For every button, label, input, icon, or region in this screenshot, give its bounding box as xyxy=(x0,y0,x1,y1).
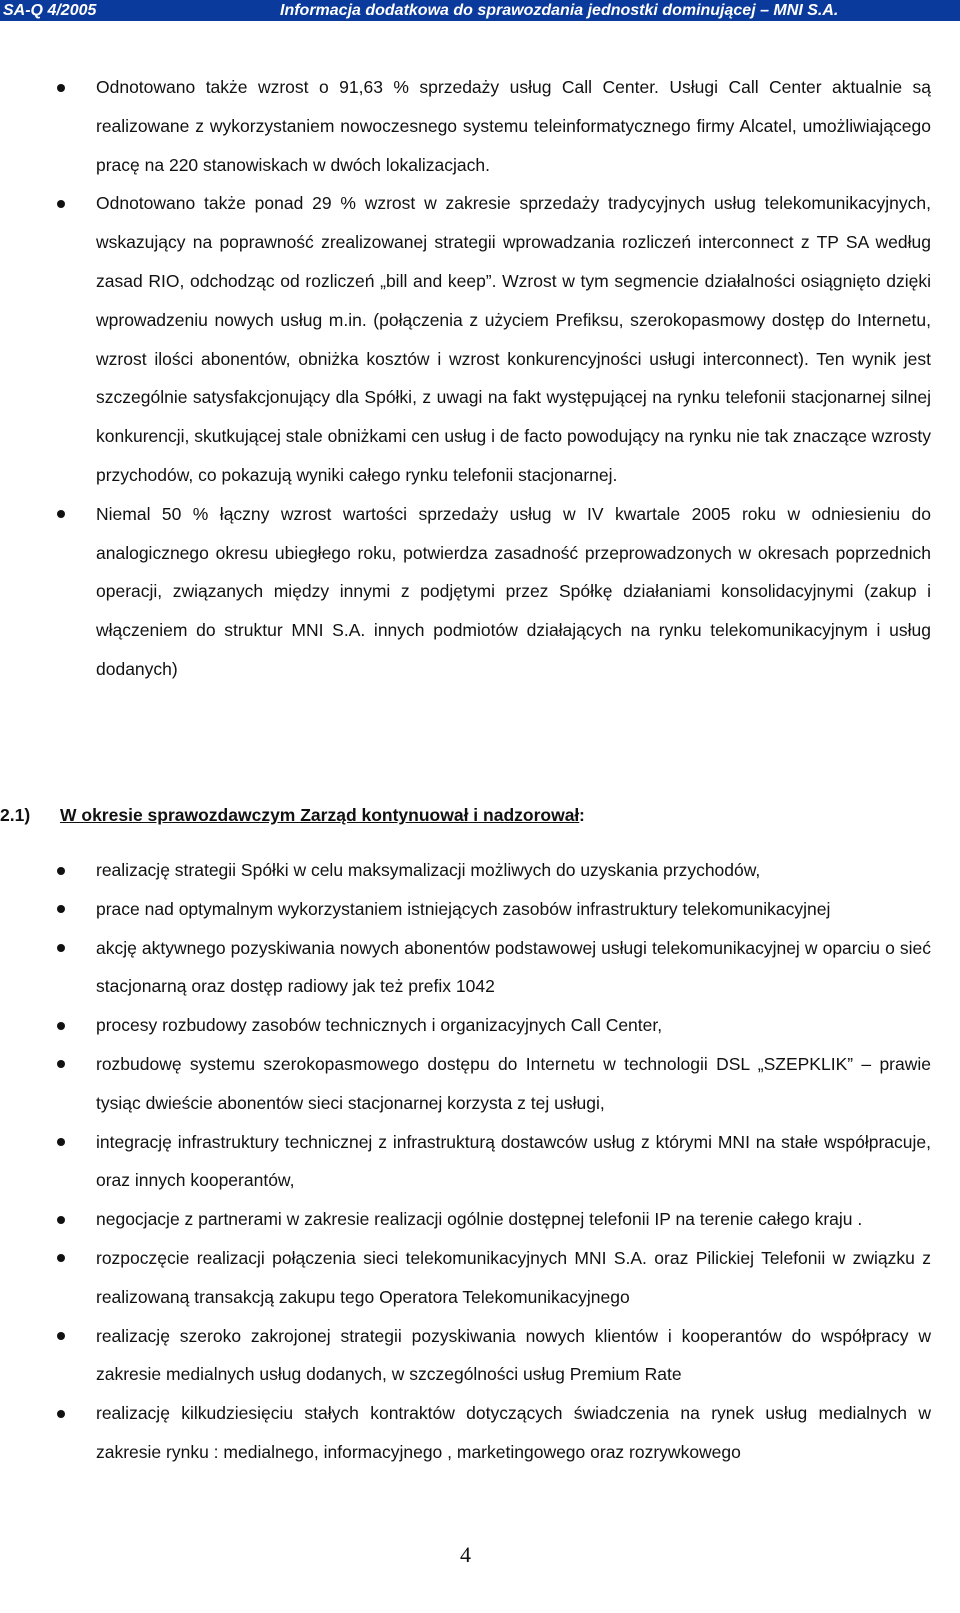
section-number: 2.1) xyxy=(0,805,31,825)
section-title-wrap xyxy=(60,796,579,834)
list-item: akcję aktywnego pozyskiwania nowych abonentów podstawowej usługi telekomunikacyjnej w oparciu o sieć stacjonarną oraz dostęp radiowy jak też prefix 1042 xyxy=(0,929,931,1007)
section-colon: : xyxy=(579,805,585,825)
list-item: realizację strategii Spółki w celu maksymalizacji możliwych do uzyskania przychodów, xyxy=(0,851,931,890)
list-item: realizację kilkudziesięciu stałych kontraktów dotyczących świadczenia na rynek usług medialnych w zakresie rynku : medialnego, informacyjnego , marketingowego oraz rozrywkowego xyxy=(0,1394,931,1472)
list-item: rozpoczęcie realizacji połączenia sieci telekomunikacyjnych MNI S.A. oraz Pilickiej Telefonii w związku z realizowaną transakcją zakupu tego Operatora Telekomunikacyjnego xyxy=(0,1239,931,1317)
page-number: 4 xyxy=(460,1542,471,1567)
intro-bullet-list xyxy=(0,68,931,689)
list-item: integrację infrastruktury technicznej z infrastrukturą dostawców usług z którymi MNI na stałe współpracuje, oraz innych kooperantów, xyxy=(0,1123,931,1201)
list-item: prace nad optymalnym wykorzystaniem istniejących zasobów infrastruktury telekomunikacyjnej xyxy=(0,890,931,929)
list-item: procesy rozbudowy zasobów technicznych i organizacyjnych Call Center, xyxy=(0,1006,931,1045)
list-item: Niemal 50 % łączny wzrost wartości sprzedaży usług w IV kwartale 2005 roku w odniesieniu do analogicznego okresu ubiegłego roku, potwierdza zasadność przeprowadzonych w okresach poprzednich operacji, związanych między innymi z podjętymi przez Spółkę działaniami konsolidacyjnymi (zakup i włączeniem do struktur MNI S.A. innych podmiotów działających na rynku telekomunikacyjnym i usług dodanych) xyxy=(0,495,931,689)
list-item: realizację szeroko zakrojonej strategii pozyskiwania nowych klientów i kooperantów do współpracy w zakresie medialnych usług dodanych, w szczególności usług Premium Rate xyxy=(0,1317,931,1395)
list-item: negocjacje z partnerami w zakresie realizacji ogólnie dostępnej telefonii IP na terenie całego kraju . xyxy=(0,1200,931,1239)
section-bullet-list xyxy=(0,851,931,1472)
list-item: Odnotowano także wzrost o 91,63 % sprzedaży usług Call Center. Usługi Call Center aktualnie są realizowane z wykorzystaniem nowoczesnego systemu teleinformatycznego firmy Alcatel, umożliwiającego pracę na 220 stanowiskach w dwóch lokalizacjach. xyxy=(0,68,931,184)
document-title: Informacja dodatkowa do sprawozdania jednostki dominującej – MNI S.A. xyxy=(280,2,839,19)
list-item: rozbudowę systemu szerokopasmowego dostępu do Internetu w technologii DSL „SZEPKLIK” – prawie tysiąc dwieście abonentów sieci stacjonarnej korzysta z tej usługi, xyxy=(0,1045,931,1123)
list-item: Odnotowano także ponad 29 % wzrost w zakresie sprzedaży tradycyjnych usług telekomunikacyjnych, wskazujący na poprawność zrealizowanej strategii wprowadzania rozliczeń interconnect z TP SA według zasad RIO, odchodząc od rozliczeń „bill and keep”. Wzrost w tym segmencie działalności osiągnięto dzięki wprowadzeniu nowych usług m.in. (połączenia z użyciem Prefiksu, szerokopasmowy dostęp do Internetu, wzrost ilości abonentów, obniżka kosztów i wzrost konkurencyjności usługi interconnect). Ten wynik jest szczególnie satysfakcjonujący dla Spółki, z uwagi na fakt występującej na rynku telefonii stacjonarnej silnej konkurencji, skutkującej stale obniżkami cen usług i de facto powodujący na rynku nie tak znaczące wzrosty przychodów, co pokazują wyniki całego rynku telefonii stacjonarnej. xyxy=(0,184,931,494)
section-title: W okresie sprawozdawczym Zarząd kontynuował i nadzorował xyxy=(60,805,580,825)
document-code: SA-Q 4/2005 xyxy=(3,2,97,19)
page-header xyxy=(0,0,960,21)
